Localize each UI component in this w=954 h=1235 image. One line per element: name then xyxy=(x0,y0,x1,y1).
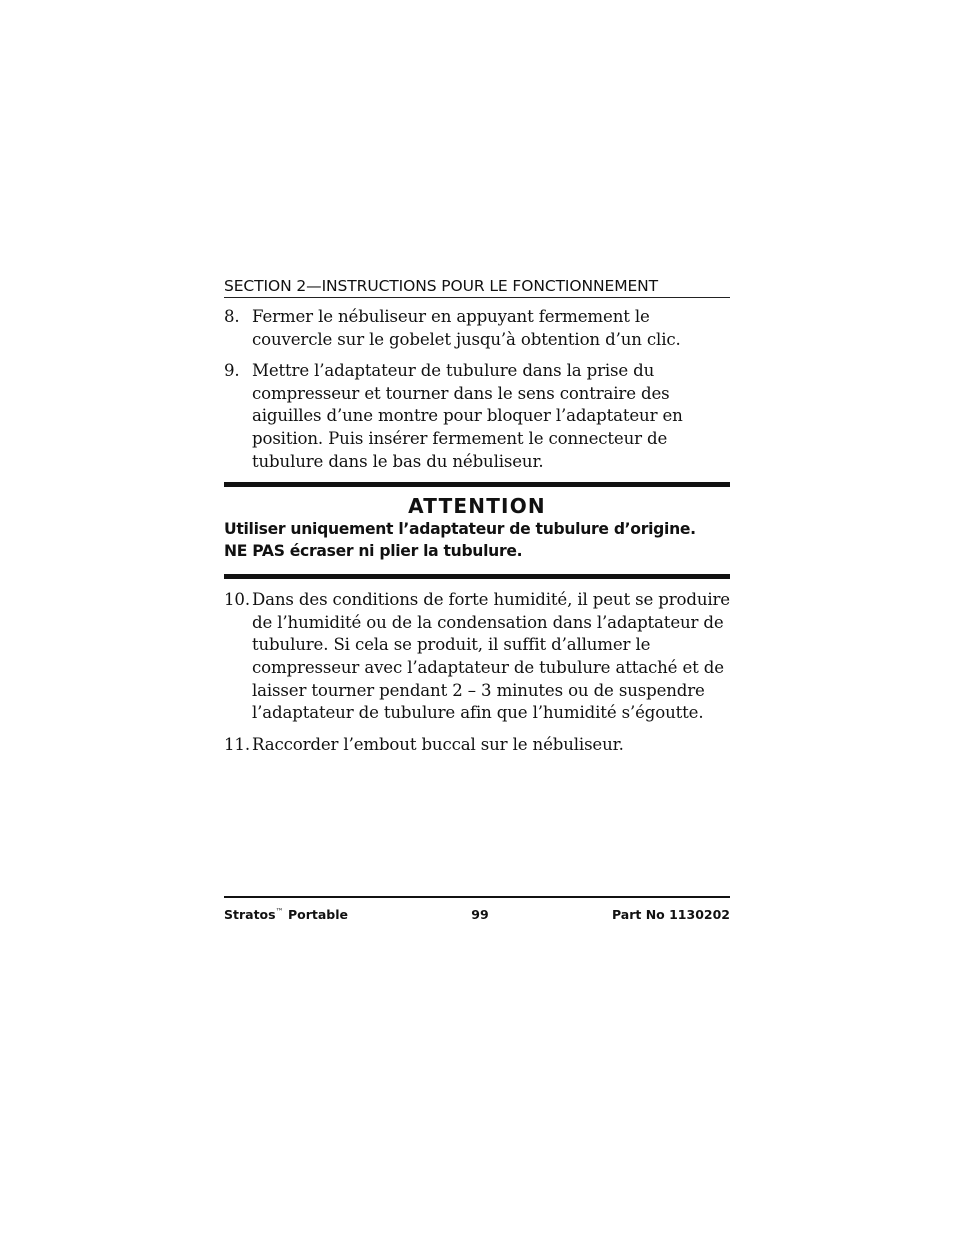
attention-callout xyxy=(224,482,730,579)
step-number: 10. xyxy=(224,590,250,610)
step-9 xyxy=(224,360,730,473)
step-10 xyxy=(224,589,730,725)
steps-list-before xyxy=(224,306,730,473)
attention-line-1: Utiliser uniquement l’adaptateur de tubulure d’origine. xyxy=(224,520,696,539)
manual-page xyxy=(224,276,730,765)
footer-page-number: 99 xyxy=(471,907,489,923)
step-text: Mettre l’adaptateur de tubulure dans la prise du compresseur et tourner dans le sens contraire des aiguilles d’une montre pour bloquer l’adaptateur en position. Puis insérer fermement le connecteur de tubulure dans le bas du nébuliseur. xyxy=(252,361,683,471)
step-text: Raccorder l’embout buccal sur le nébuliseur. xyxy=(252,734,624,754)
step-11 xyxy=(224,734,730,757)
page-footer xyxy=(224,896,730,922)
attention-title: ATTENTION xyxy=(408,494,546,519)
footer-part-number: Part No 1130202 xyxy=(611,907,730,923)
product-name: Stratos xyxy=(224,907,276,923)
step-number: 11. xyxy=(224,734,250,754)
section-header: SECTION 2—INSTRUCTIONS POUR LE FONCTIONNEMENT xyxy=(224,276,730,298)
step-8 xyxy=(224,306,730,351)
footer-product xyxy=(224,907,348,922)
step-number: 9. xyxy=(224,361,240,381)
product-suffix: Portable xyxy=(283,907,348,923)
steps-list-after xyxy=(224,589,730,756)
attention-line-2: NE PAS écraser ni plier la tubulure. xyxy=(224,542,523,561)
step-text: Dans des conditions de forte humidité, il peut se produire de l’humidité ou de la condensation dans l’adaptateur de tubulure. Si cela se produit, il suffit d’allumer le compresseur avec l’adaptateur de tubulure attaché et de laisser tourner pendant 2 – 3 minutes ou de suspendre l’adaptateur de tubulure afin que l’humidité s’égoutte. xyxy=(252,590,730,723)
trademark-symbol: ™ xyxy=(275,907,284,916)
step-text: Fermer le nébuliseur en appuyant fermement le couvercle sur le gobelet jusqu’à obtention d’un clic. xyxy=(252,307,681,349)
step-number: 8. xyxy=(224,307,240,326)
